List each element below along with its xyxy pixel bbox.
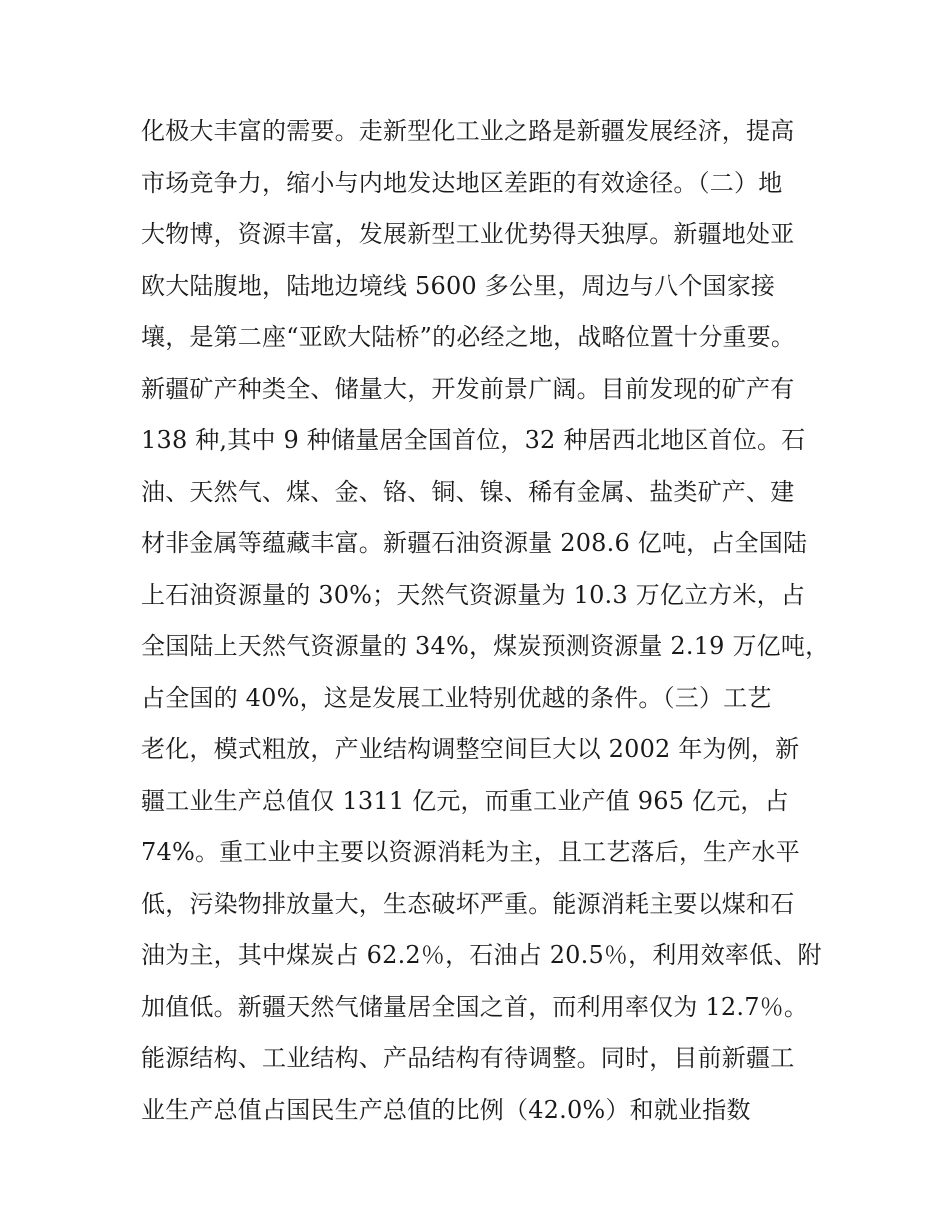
text-line: 油、天然气、煤、金、铬、铜、镍、稀有金属、盐类矿产、建: [141, 477, 795, 506]
text-line: 化极大丰富的需要。走新型化工业之路是新疆发展经济，提高: [141, 117, 795, 145]
text-line: 材非金属等蕴藏丰富。新疆石油资源量 208.6 亿吨，占全国陆: [141, 529, 808, 557]
text-line: 老化，模式粗放，产业结构调整空间巨大以 2002 年为例，新: [141, 735, 800, 763]
text-line: 74%。重工业中主要以资源消耗为主，且工艺落后，生产水平: [141, 838, 800, 866]
text-line: 加值低。新疆天然气储量居全国之首，而利用率仅为 12.7％。: [141, 992, 809, 1021]
text-line: 油为主，其中煤炭占 62.2％，石油占 20.5％，利用效率低、附: [141, 941, 822, 969]
text-line: 欧大陆腹地，陆地边境线 5600 多公里，周边与八个国家接: [141, 271, 776, 300]
text-line: 新疆矿产种类全、储量大，开发前景广阔。目前发现的矿产有: [141, 374, 795, 403]
text-line: 业生产总值占国民生产总值的比例（42.0%）和就业指数: [141, 1095, 751, 1124]
text-line: 壤，是第二座“亚欧大陆桥”的必经之地，战略位置十分重要。: [141, 323, 796, 351]
text-line: 138 种,其中 9 种储量居全国首位，32 种居西北地区首位。石: [141, 426, 806, 454]
text-line: 大物博，资源丰富，发展新型工业优势得天独厚。新疆地处亚: [141, 220, 795, 248]
text-line: 疆工业生产总值仅 1311 亿元，而重工业产值 965 亿元，占: [141, 786, 789, 815]
text-line: 上石油资源量的 30%；天然气资源量为 10.3 万亿立方米，占: [141, 580, 806, 609]
text-line: 低，污染物排放量大，生态破坏严重。能源消耗主要以煤和石: [141, 889, 795, 918]
text-line: 全国陆上天然气资源量的 34%，煤炭预测资源量 2.19 万亿吨，: [141, 632, 830, 660]
text-line: 占全国的 40%，这是发展工业特别优越的条件。（三）工艺: [141, 683, 772, 712]
text-line: 市场竞争力，缩小与内地发达地区差距的有效途径。（二）地: [141, 168, 783, 197]
text-line: 能源结构、工业结构、产品结构有待调整。同时，目前新疆工: [141, 1044, 795, 1072]
body-text: [141, 106, 830, 1136]
